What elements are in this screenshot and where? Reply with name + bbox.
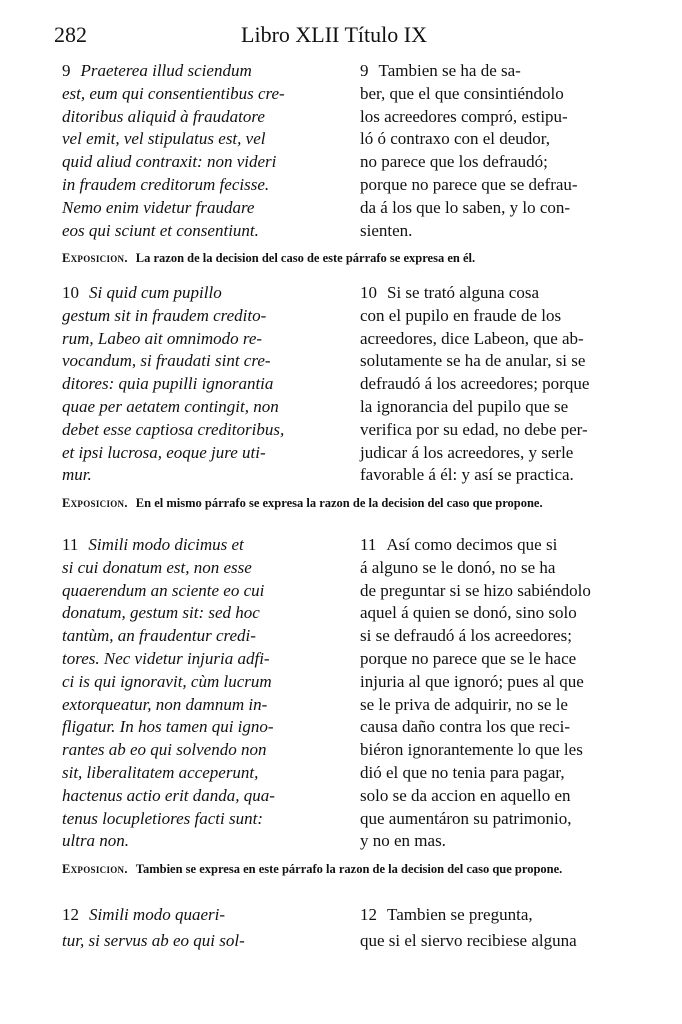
text-line: 11 Simili modo dicimus et — [62, 535, 244, 554]
text-line: si cui donatum est, non esse — [62, 557, 252, 577]
text-line: con el pupilo en fraude de los — [360, 305, 562, 325]
text-line: 9 Tambien se ha de sa- — [360, 61, 521, 80]
text-line: acreedores, dice Labeon, que ab- — [360, 328, 584, 348]
text-line: porque no parece que se defrau- — [360, 174, 578, 194]
text-line: que aumentáron su patrimonio, — [360, 808, 572, 828]
text-line: biéron ignorantemente lo que les — [360, 740, 583, 760]
text-line: solutamente se ha de anular, si se — [360, 351, 586, 371]
text-line: est, eum qui consentientibus cre- — [62, 83, 285, 103]
text-line: hactenus actio erit danda, qua- — [62, 785, 275, 805]
text-line: ditores: quia pupilli ignorantia — [62, 374, 274, 394]
text-line: ló ó contraxo con el deudor, — [360, 129, 551, 149]
paragraph-number: 12 — [62, 905, 79, 924]
exposicion-note — [62, 495, 632, 512]
paragraph-number: 9 — [360, 61, 369, 80]
spanish-column — [360, 902, 632, 954]
exposicion-text: Tambien se expresa en este párrafo la razon de la decision del caso que propone. — [135, 862, 563, 877]
text-line: defraudó á los acreedores; porque — [360, 374, 590, 394]
text-line: debet esse captiosa creditoribus, — [62, 419, 285, 439]
text-line: rum, Labeo ait omnimodo re- — [62, 328, 263, 348]
running-head: Libro XLII Título IX — [241, 22, 427, 47]
text-line: quaerendum an sciente eo cui — [62, 580, 265, 600]
text-line: quae per aetatem contingit, non — [62, 396, 279, 416]
text-line: favorable á él: y así se practica. — [360, 465, 574, 485]
latin-column — [62, 902, 330, 954]
text-line: quid aliud contraxit: non videri — [62, 152, 277, 172]
paragraph-number: 9 — [62, 61, 71, 80]
exposicion-label: Exposicion. — [62, 496, 128, 511]
text-line: dió el que no tenia para pagar, — [360, 762, 565, 782]
text-line: mur. — [62, 465, 92, 485]
text-line: se le priva de adquirir, no se le — [360, 694, 568, 714]
exposicion-note — [62, 250, 632, 267]
exposicion-note — [62, 861, 632, 878]
text-line: ci is qui ignoravit, cùm lucrum — [62, 671, 272, 691]
text-line: eos qui sciunt et consentiunt. — [62, 220, 259, 240]
text-line: gestum sit in fraudem credito- — [62, 305, 267, 325]
text-line: no parece que los defraudó; — [360, 152, 548, 172]
text-line: 12 Simili modo quaeri- — [62, 905, 225, 924]
text-line: tores. Nec videtur injuria adfi- — [62, 648, 270, 668]
text-line: 9 Praeterea illud sciendum — [62, 61, 252, 80]
text-line: da á los que lo saben, y lo con- — [360, 197, 571, 217]
exposicion-label: Exposicion. — [62, 862, 128, 877]
text-line: ditoribus aliquid à fraudatore — [62, 106, 265, 126]
latin-column — [62, 60, 330, 242]
paragraph-number: 10 — [360, 283, 377, 302]
exposicion-text: La razon de la decision del caso de este párrafo se expresa en él. — [135, 251, 476, 266]
text-line: rantes ab eo qui solvendo non — [62, 740, 267, 760]
exposicion-text: En el mismo párrafo se expresa la razon de la decision del caso que propone. — [135, 496, 543, 511]
text-line: á alguno se le donó, no se ha — [360, 557, 556, 577]
exposicion-label: Exposicion. — [62, 251, 128, 266]
text-line: ultra non. — [62, 831, 130, 851]
text-line: sit, liberalitatem acceperunt, — [62, 762, 259, 782]
text-line: verifica por su edad, no debe per- — [360, 419, 588, 439]
text-line: porque no parece que se le hace — [360, 648, 577, 668]
text-line: solo se da accion en aquello en — [360, 785, 571, 805]
text-line: la ignorancia del pupilo que se — [360, 396, 569, 416]
latin-column — [62, 282, 330, 487]
text-line: fligatur. In hos tamen qui igno- — [62, 717, 274, 737]
paragraph-number: 10 — [62, 283, 79, 302]
text-line: et ipsi lucrosa, eoque jure uti- — [62, 442, 266, 462]
text-line: judicar á los acreedores, y serle — [360, 442, 574, 462]
text-line: los acreedores compró, estipu- — [360, 106, 568, 126]
text-line: Nemo enim videtur fraudare — [62, 197, 255, 217]
text-line: si se defraudó á los acreedores; — [360, 626, 572, 646]
text-line: causa daño contra los que reci- — [360, 717, 571, 737]
paragraph-10 — [62, 282, 632, 512]
spanish-column — [360, 534, 632, 853]
text-line: injuria al que ignoró; pues al que — [360, 671, 584, 691]
text-line: tur, si servus ab eo qui sol- — [62, 931, 245, 950]
text-line: ber, que el que consintiéndolo — [360, 83, 564, 103]
page-header — [54, 22, 614, 52]
paragraph-12 — [62, 902, 632, 954]
text-line: in fraudem creditorum fecisse. — [62, 174, 270, 194]
text-line: aquel á quien se donó, sino solo — [360, 603, 577, 623]
text-line: donatum, gestum sit: sed hoc — [62, 603, 260, 623]
text-line: 11 Así como decimos que si — [360, 535, 558, 554]
text-line: 10 Si quid cum pupillo — [62, 283, 222, 302]
paragraph-number: 12 — [360, 905, 377, 924]
paragraph-11 — [62, 534, 632, 878]
spanish-column — [360, 282, 632, 487]
paragraph-number: 11 — [62, 535, 79, 554]
text-line: tantùm, an fraudentur credi- — [62, 626, 256, 646]
text-line: sienten. — [360, 220, 413, 240]
text-line: extorqueatur, non damnum in- — [62, 694, 268, 714]
text-line: 12 Tambien se pregunta, — [360, 905, 533, 924]
text-line: vocandum, si fraudati sint cre- — [62, 351, 271, 371]
latin-column — [62, 534, 330, 853]
text-line: y no en mas. — [360, 831, 446, 851]
paragraph-9 — [62, 60, 632, 267]
page-number: 282 — [54, 22, 87, 47]
text-line: de preguntar si se hizo sabiéndolo — [360, 580, 591, 600]
text-line: tenus locupletiores facti sunt: — [62, 808, 263, 828]
spanish-column — [360, 60, 632, 242]
text-line: vel emit, vel stipulatus est, vel — [62, 129, 266, 149]
paragraph-number: 11 — [360, 535, 377, 554]
text-line: 10 Si se trató alguna cosa — [360, 283, 540, 302]
text-line: que si el siervo recibiese alguna — [360, 931, 577, 950]
